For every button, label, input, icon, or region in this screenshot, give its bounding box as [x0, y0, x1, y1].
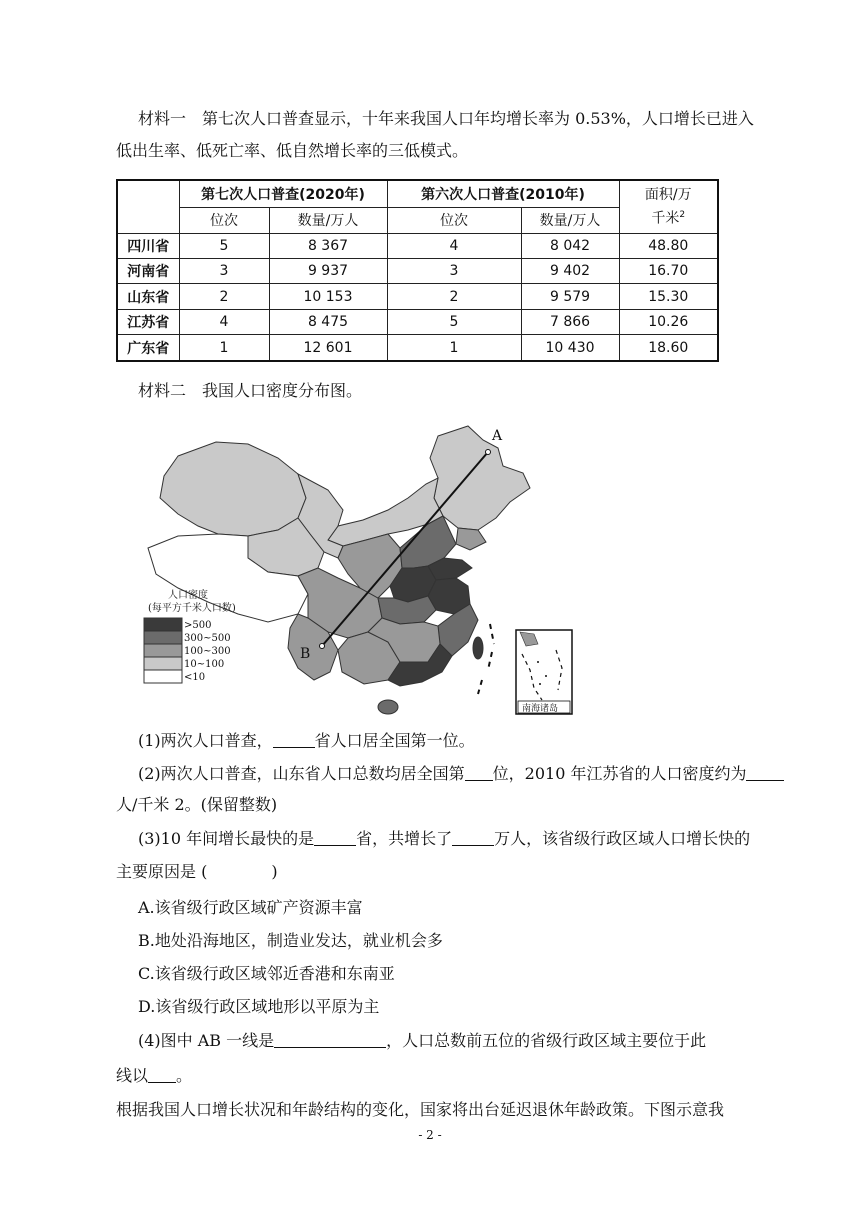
count2010-cell: 9 579	[521, 284, 619, 309]
rank2010-cell: 2	[387, 284, 521, 309]
q2-text-b: 位，2010 年江苏省的人口密度约为	[492, 764, 747, 783]
header-2010: 第六次人口普查(2010年)	[387, 180, 619, 207]
rank2010-cell: 4	[387, 233, 521, 258]
rank2020-cell: 3	[179, 258, 269, 283]
q3-text-b: 省，共增长了	[356, 829, 453, 848]
count2010-cell: 7 866	[521, 309, 619, 334]
q2-text-c: 人/千米 2。(保留整数)	[116, 795, 278, 814]
count2020-cell: 12 601	[269, 335, 387, 361]
option-b: B.地处沿海地区，制造业发达，就业机会多	[138, 931, 443, 950]
sub-count-2020: 数量/万人	[269, 207, 387, 233]
legend-title-2: (每平方千米人口数)	[148, 603, 236, 614]
q4-text-d: 。	[176, 1066, 193, 1085]
question-4	[138, 1030, 706, 1052]
legend-label-3: 100~300	[184, 646, 231, 657]
table-row	[117, 335, 718, 361]
q1-text-a: (1)两次人口普查，	[138, 731, 273, 750]
table-row	[117, 233, 718, 258]
rank2020-cell: 4	[179, 309, 269, 334]
legend-label-5: <10	[184, 672, 206, 683]
area-cell: 48.80	[619, 233, 718, 258]
sub-rank-2020: 位次	[179, 207, 269, 233]
question-1	[138, 730, 475, 752]
area-cell: 15.30	[619, 284, 718, 309]
q4-blank-side[interactable]	[148, 1066, 176, 1083]
page-number: - 2 -	[418, 1128, 442, 1142]
q2-text-a: (2)两次人口普查，山东省人口总数均居全国第	[138, 764, 465, 783]
q4-text-b: ，人口总数前五位的省级行政区域主要位于此	[386, 1031, 707, 1050]
material1-line1: 材料一 第七次人口普查显示，十年来我国人口年均增长率为 0.53%，人口增长已进入	[138, 109, 754, 128]
q1-text-b: 省人口居全国第一位。	[314, 731, 475, 750]
count2010-cell: 8 042	[521, 233, 619, 258]
q2-blank-density[interactable]	[746, 764, 784, 781]
area-cell: 18.60	[619, 335, 718, 361]
legend-label-4: 10~100	[184, 659, 225, 670]
question-3	[138, 828, 750, 850]
region-liaoning	[456, 528, 486, 550]
region-northeast	[430, 426, 530, 530]
region-xinjiang	[160, 442, 306, 536]
count2020-cell: 8 367	[269, 233, 387, 258]
legend-label-2: 300~500	[184, 633, 231, 644]
area-cell: 16.70	[619, 258, 718, 283]
sea-boundary	[478, 624, 494, 694]
header-area-line1: 面积/万	[644, 186, 692, 203]
q3-text-d: 主要原因是 ( )	[116, 862, 278, 881]
legend	[144, 618, 231, 683]
count2020-cell: 9 937	[269, 258, 387, 283]
point-a	[486, 450, 491, 455]
header-area-line2: 千米	[651, 210, 680, 227]
region-hainan	[378, 700, 398, 714]
rank2010-cell: 3	[387, 258, 521, 283]
label-a: A	[492, 428, 503, 444]
question-4-cont	[116, 1065, 192, 1087]
count2020-cell: 8 475	[269, 309, 387, 334]
census-table	[116, 179, 717, 362]
option-c: C.该省级行政区域邻近香港和东南亚	[138, 964, 395, 983]
question-2	[138, 763, 784, 785]
option-d: D.该省级行政区域地形以平原为主	[138, 997, 380, 1016]
q3-blank-province[interactable]	[314, 829, 356, 846]
sub-count-2010: 数量/万人	[521, 207, 619, 233]
legend-swatch-2	[144, 631, 182, 644]
legend-swatch-3	[144, 644, 182, 657]
q3-text-a: (3)10 年间增长最快的是	[138, 829, 315, 848]
table-row	[117, 309, 718, 334]
count2020-cell: 10 153	[269, 284, 387, 309]
q3-text-c: 万人，该省级行政区域人口增长快的	[494, 829, 751, 848]
rank2020-cell: 5	[179, 233, 269, 258]
material2-caption: 材料二 我国人口密度分布图。	[138, 381, 363, 400]
table-corner-cell	[117, 180, 179, 233]
count2010-cell: 10 430	[521, 335, 619, 361]
q3-blank-growth[interactable]	[452, 829, 494, 846]
province-cell: 江苏省	[117, 309, 179, 334]
label-b: B	[300, 646, 311, 662]
legend-swatch-4	[144, 657, 182, 670]
option-a: A.该省级行政区域矿产资源丰富	[138, 898, 363, 917]
count2010-cell: 9 402	[521, 258, 619, 283]
header-area-sup: 2	[679, 209, 686, 220]
header-area	[619, 180, 718, 233]
table-row	[117, 258, 718, 283]
rank2020-cell: 1	[179, 335, 269, 361]
legend-swatch-5	[144, 670, 182, 683]
point-b	[320, 644, 325, 649]
legend-swatch-1	[144, 618, 182, 631]
q4-text-a: (4)图中 AB 一线是	[138, 1031, 275, 1050]
inset-label: 南海诸岛	[522, 704, 559, 714]
rank2010-cell: 1	[387, 335, 521, 361]
province-cell: 山东省	[117, 284, 179, 309]
q1-blank[interactable]	[273, 731, 315, 748]
province-cell: 河南省	[117, 258, 179, 283]
material1-line2: 低出生率、低死亡率、低自然增长率的三低模式。	[116, 141, 469, 160]
population-density-map	[138, 418, 578, 718]
area-cell: 10.26	[619, 309, 718, 334]
table-row	[117, 284, 718, 309]
closing-paragraph: 根据我国人口增长状况和年龄结构的变化，国家将出台延迟退休年龄政策。下图示意我	[116, 1100, 725, 1119]
rank2020-cell: 2	[179, 284, 269, 309]
sub-rank-2010: 位次	[387, 207, 521, 233]
province-cell: 四川省	[117, 233, 179, 258]
q4-text-c: 线以	[116, 1066, 149, 1085]
rank2010-cell: 5	[387, 309, 521, 334]
q4-blank-line[interactable]	[274, 1031, 386, 1048]
south-china-sea-inset	[516, 630, 572, 714]
q2-blank-rank[interactable]	[465, 764, 493, 781]
legend-label-1: >500	[184, 620, 212, 631]
province-cell: 广东省	[117, 335, 179, 361]
header-2020: 第七次人口普查(2020年)	[179, 180, 387, 207]
region-taiwan	[473, 637, 483, 659]
legend-title-1: 人口密度	[168, 590, 208, 601]
